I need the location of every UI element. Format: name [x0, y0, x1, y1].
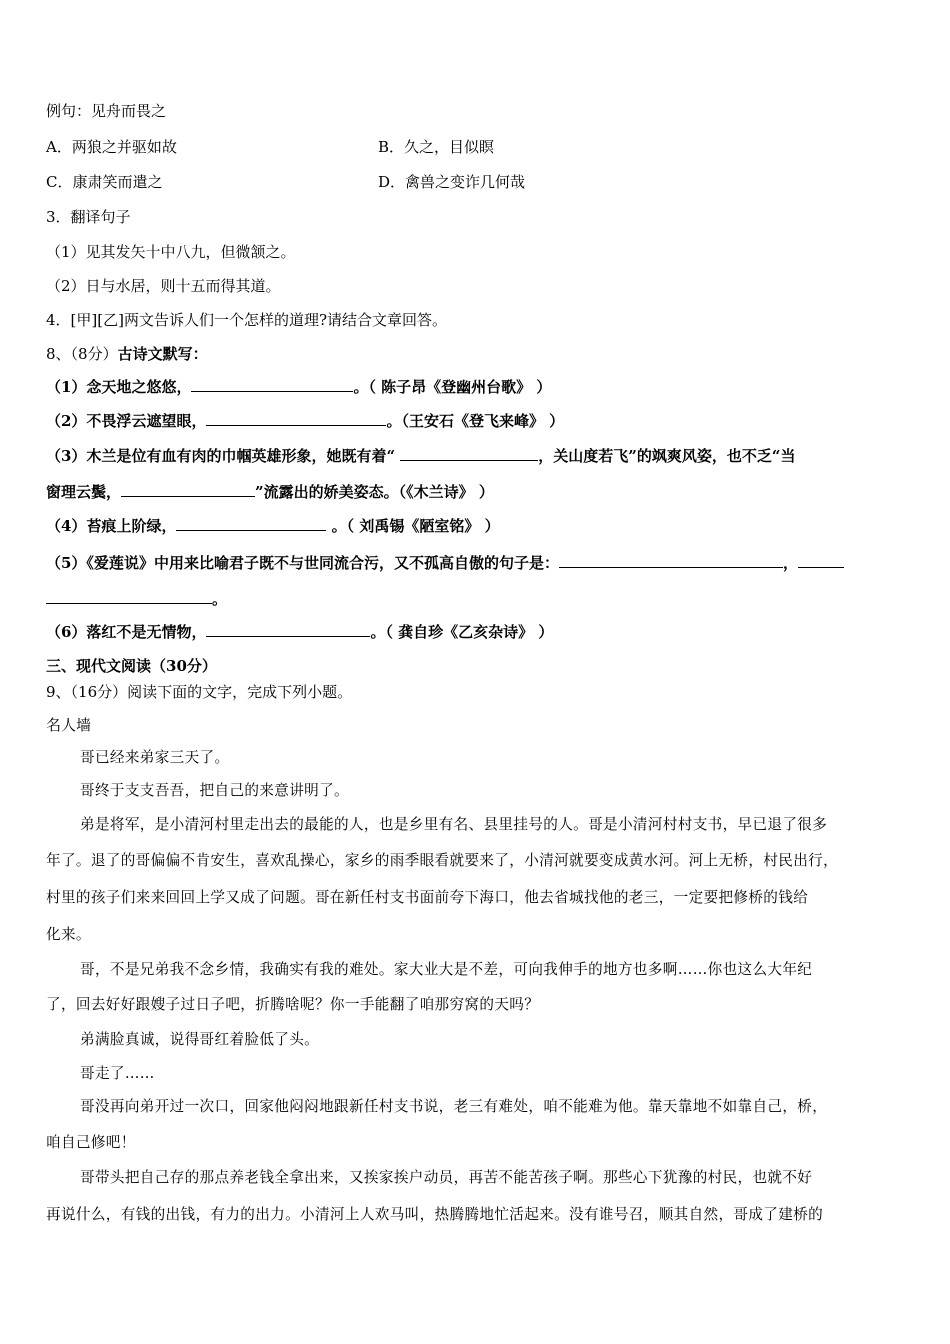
recite-5-blank-2a[interactable] [798, 553, 844, 568]
question-9-number: 9、（16分） [46, 683, 128, 701]
paragraph-7-line2: 咱自己修吧！ [46, 1134, 136, 1151]
recite-4 [46, 516, 500, 536]
recite-3-line2 [46, 482, 494, 502]
paragraph-3-line3: 村里的孩子们来来回回上学又成了问题。哥在新任村支书面前夸下海口，他去省城找他的老三，一定要把修桥的钱给 [46, 889, 809, 906]
paragraph-3-line2: 年了。退了的哥偏偏不肯安生，喜欢乱操心，家乡的雨季眼看就要来了，小清河就要变成黄水河。河上无桥，村民出行， [46, 852, 839, 869]
option-b: B．久之，目似瞑 [378, 138, 495, 156]
recite-3-prompt: （3）木兰是位有血有肉的巾帼英雄形象，她既有着“ [46, 447, 401, 465]
recite-5-blank-2b[interactable] [46, 589, 212, 604]
paragraph-6: 哥走了…… [80, 1065, 155, 1082]
paragraph-3-line1: 弟是将军，是小清河村里走出去的最能的人，也是乡里有名、县里挂号的人。哥是小清河村村支书，早已退了很多 [80, 816, 828, 833]
question-9-instruction: 阅读下面的文字，完成下列小题。 [127, 683, 353, 701]
paragraph-4-line2: 了，回去好好跟嫂子过日子吧，折腾啥呢？你一手能翻了咱那穷窝的天吗？ [46, 996, 540, 1013]
recite-5-comma: ， [782, 554, 798, 572]
option-c: C．康肃笑而遣之 [46, 173, 163, 191]
recite-3-blank-2[interactable] [121, 482, 255, 497]
recite-1-source: 。（ 陈子昂《登幽州台歌》 ） [353, 378, 552, 396]
question-8-heading [46, 344, 208, 364]
article-title: 名人墙 [46, 716, 92, 734]
question-8-title: 古诗文默写： [117, 345, 208, 363]
question-9-heading [46, 682, 352, 702]
paragraph-8-line2: 再说什么，有钱的出钱，有力的出力。小清河上人欢马叫，热腾腾地忙活起来。没有谁号召，顺其自然，哥成了建桥的 [46, 1206, 824, 1223]
recite-4-source: 。（ 刘禹锡《陋室铭》 ） [326, 517, 500, 535]
recite-2-blank[interactable] [206, 411, 386, 426]
recite-6-blank[interactable] [206, 622, 370, 637]
option-a: A．两狼之并驱如故 [46, 138, 177, 156]
question-8-number: 8、（8分） [46, 345, 118, 363]
translate-2: （2）日与水居，则十五而得其道。 [46, 277, 281, 295]
recite-2-source: 。（王安石《登飞来峰》 ） [386, 412, 565, 430]
recite-3-line1 [46, 446, 796, 466]
section-3-heading: 三、现代文阅读（30分） [46, 657, 217, 675]
paragraph-1: 哥已经来弟家三天了。 [80, 749, 230, 766]
question-4: 4．[甲][乙]两文告诉人们一个怎样的道理?请结合文章回答。 [46, 311, 447, 329]
recite-3-source: ”流露出的娇美姿态。（《木兰诗》 ） [255, 483, 494, 501]
paragraph-2: 哥终于支支吾吾，把自己的来意讲明了。 [80, 782, 349, 799]
question-3: 3．翻译句子 [46, 208, 131, 226]
recite-4-prompt: （4）苔痕上阶绿， [46, 517, 177, 535]
recite-6 [46, 622, 553, 642]
recite-5-end: 。 [212, 590, 228, 608]
recite-1-prompt: （1）念天地之悠悠， [46, 378, 192, 396]
recite-4-blank[interactable] [176, 516, 326, 531]
recite-2 [46, 411, 564, 431]
recite-6-prompt: （6）落红不是无情物， [46, 623, 207, 641]
option-d: D．禽兽之变诈几何哉 [378, 173, 526, 191]
recite-3-blank-1[interactable] [400, 446, 538, 461]
recite-5-prompt: （5）《爱莲说》中用来比喻君子既不与世同流合污，又不孤高自傲的句子是： [46, 554, 559, 572]
recite-6-source: 。（ 龚自珍《乙亥杂诗》 ） [370, 623, 554, 641]
paragraph-7-line1: 哥没再向弟开过一次口，回家他闷闷地跟新任村支书说，老三有难处，咱不能难为他。靠天靠地不如靠自己，桥， [80, 1098, 828, 1115]
recite-5-blank-1[interactable] [559, 553, 783, 568]
recite-2-prompt: （2）不畏浮云遮望眼， [46, 412, 207, 430]
recite-1-blank[interactable] [191, 377, 353, 392]
recite-3-text-2: 窗理云鬓， [46, 483, 122, 501]
paragraph-3-line4: 化来。 [46, 926, 91, 943]
example-sentence: 例句：见舟而畏之 [46, 102, 167, 120]
paragraph-8-line1: 哥带头把自己存的那点养老钱全拿出来，又挨家挨户动员，再苦不能苦孩子啊。那些心下犹豫的村民，也就不好 [80, 1169, 813, 1186]
recite-1 [46, 377, 551, 397]
recite-5-line1 [46, 553, 844, 573]
recite-5-line2 [46, 589, 227, 609]
recite-3-text: ，关山度若飞”的飒爽风姿，也不乏“当 [538, 447, 796, 465]
paragraph-4-line1: 哥，不是兄弟我不念乡情，我确实有我的难处。家大业大是不差，可向我伸手的地方也多啊……你也这么大年纪 [80, 961, 813, 978]
paragraph-5: 弟满脸真诚，说得哥红着脸低了头。 [80, 1031, 320, 1048]
translate-1: （1）见其发矢十中八九，但微颔之。 [46, 243, 296, 261]
